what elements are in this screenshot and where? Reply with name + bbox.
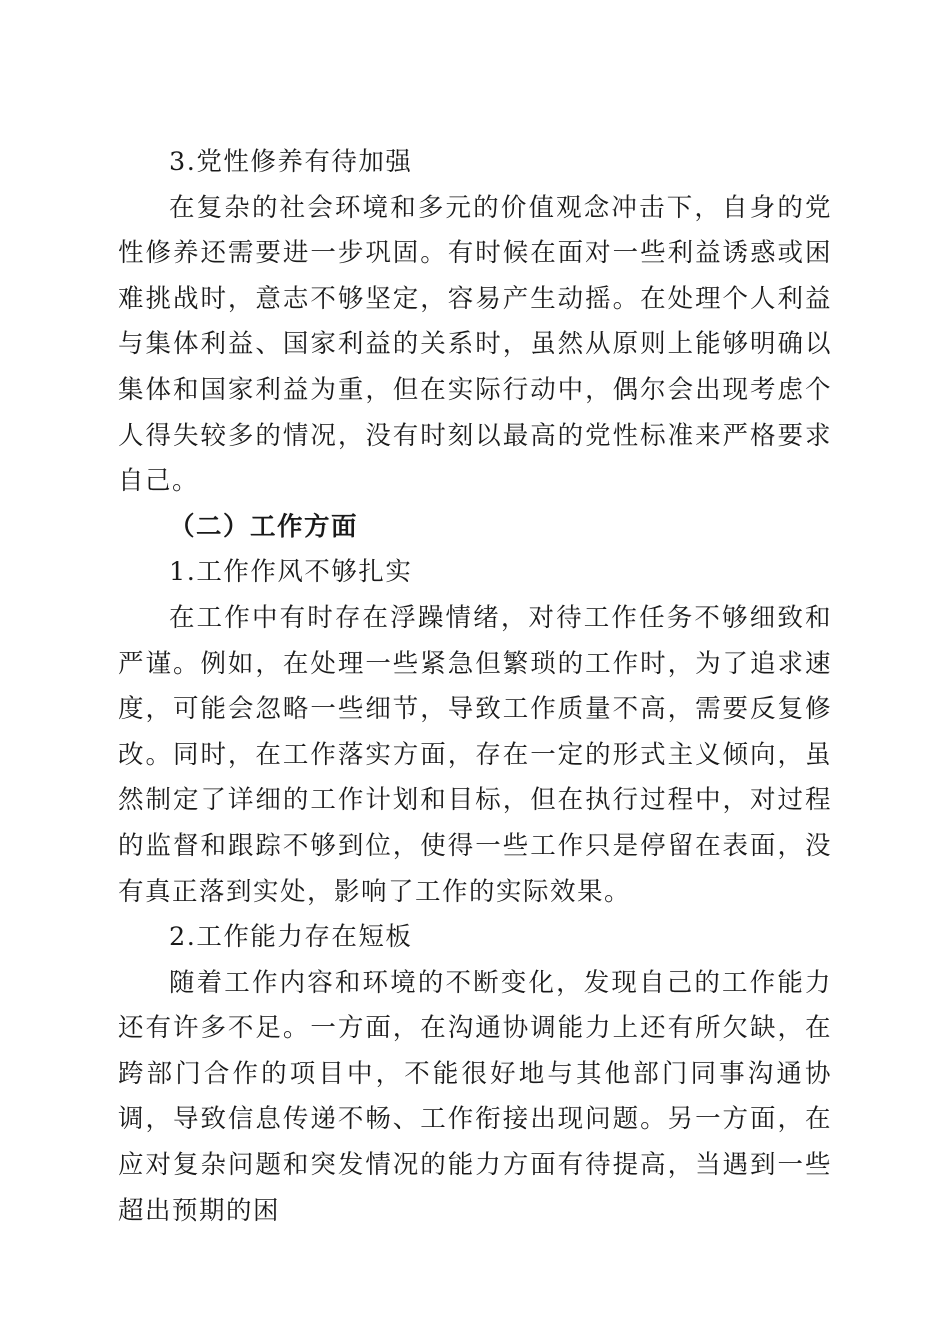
document-body	[118, 140, 832, 1234]
section-heading-work: （二）工作方面	[169, 511, 359, 542]
subheading-party-spirit: 3.党性修养有待加强	[169, 147, 413, 177]
subheading-work-ability: 2.工作能力存在短板	[169, 922, 413, 953]
paragraph-work-ability: 随着工作内容和环境的不断变化，发现自己的工作能力还有许多不足。一方面，在沟通协调能力上还有所欠缺，在跨部门合作的项目中，不能很好地与其他部门同事沟通协调，导致信息传递不畅、工作衔接出现问题。另一方面，在应对复杂问题和突发情况的能力方面有待提高，当遇到一些超出预期的困	[118, 967, 832, 1226]
paragraph-party-spirit: 在复杂的社会环境和多元的价值观念冲击下，自身的党性修养还需要进一步巩固。有时候在面对一些利益诱惑或困难挑战时，意志不够坚定，容易产生动摇。在处理个人利益与集体利益、国家利益的关系时，虽然从原则上能够明确以集体和国家利益为重，但在实际行动中，偶尔会出现考虑个人得失较多的情况，没有时刻以最高的党性标准来严格要求自己。	[118, 192, 832, 497]
subheading-work-style: 1.工作作风不够扎实	[169, 557, 413, 588]
paragraph-work-style: 在工作中有时存在浮躁情绪，对待工作任务不够细致和严谨。例如，在处理一些紧急但繁琐的工作时，为了追求速度，可能会忽略一些细节，导致工作质量不高，需要反复修改。同时，在工作落实方面，存在一定的形式主义倾向，虽然制定了详细的工作计划和目标，但在执行过程中，对过程的监督和跟踪不够到位，使得一些工作只是停留在表面，没有真正落到实处，影响了工作的实际效果。	[118, 602, 832, 907]
